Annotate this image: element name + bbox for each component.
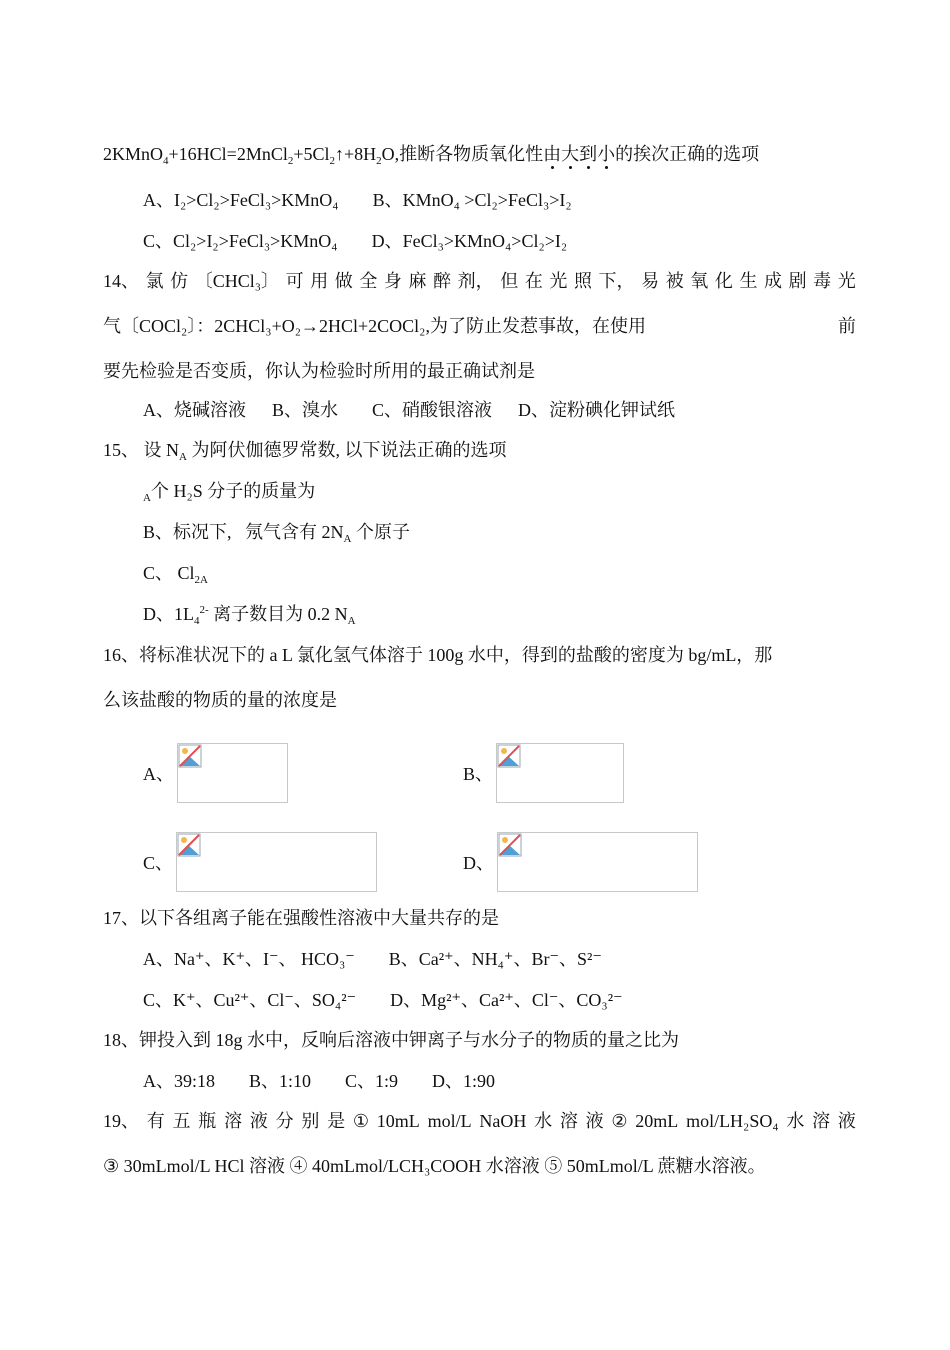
char: 是 (327, 1111, 346, 1131)
q17-option-b: B、Ca²⁺、NH₄⁺、Br⁻、S²⁻ (388, 949, 602, 969)
subscript: A (143, 492, 151, 504)
q17-options-row2 (143, 988, 623, 1012)
eq-sub: 4 (163, 155, 169, 167)
char: 可 (285, 271, 304, 291)
q14-stem-line2 (103, 314, 856, 338)
char: 溶 (559, 1111, 578, 1131)
q14-option-c: C、硝酸银溶液 (372, 400, 493, 420)
q15-stem (103, 438, 506, 462)
char: 仿 (170, 271, 189, 291)
char: 14、 (103, 271, 139, 291)
char: 液 (249, 1111, 268, 1131)
q16-option-d-label: D、 (463, 853, 494, 873)
eq-text: +5Cl (293, 144, 330, 164)
q15-option-b-text: B、标况下, 氖气含有 2N (143, 522, 344, 542)
char: 瓶 (198, 1111, 217, 1131)
q17-option-d: D、Mg²⁺、Ca²⁺、Cl⁻、CO₃²⁻ (390, 990, 623, 1010)
subscript: 4 (194, 615, 200, 627)
char: 易 (641, 271, 660, 291)
q16-stem-line2: 么该盐酸的物质的量的浓度是 (103, 690, 337, 710)
q18-option-d: D、1:90 (432, 1071, 496, 1091)
q14-option-b: B、溴水 (272, 400, 339, 420)
char: 下， (598, 271, 635, 291)
q17-option-a: A、Na⁺、K⁺、I⁻、 HCO₃⁻ (143, 949, 355, 969)
q15-stem-text: 为阿伏伽德罗常数, 以下说法正确的选项 (186, 440, 507, 460)
q15-stem-text: 15、 设 N (103, 440, 179, 460)
q16-option-c-image (176, 832, 377, 892)
subscript: A (347, 615, 356, 627)
q14-stem-line3: 要先检验是否变质，你认为检验时所用的最正确试剂是 (103, 361, 535, 381)
eq-text: 的挨次正确的选项 (615, 144, 760, 164)
char: 水 (786, 1111, 805, 1131)
broken-image-icon (498, 833, 522, 857)
q18-option-b: B、1:10 (249, 1071, 312, 1091)
q16-option-a-label: A、 (143, 764, 174, 784)
char: 分 (275, 1111, 294, 1131)
char: 用 (310, 271, 329, 291)
q17-stem: 17、以下各组离子能在强酸性溶液中大量共存的是 (103, 908, 499, 928)
char: 20mL (635, 1111, 679, 1131)
char: 溶 (224, 1111, 243, 1131)
char: 身 (383, 271, 402, 291)
q13-options-row2 (143, 229, 567, 253)
char: 剂， (457, 271, 494, 291)
char: 五 (172, 1111, 191, 1131)
q15-option-a (143, 479, 315, 503)
q19-stem-line1 (103, 1109, 856, 1133)
char: 19、 (103, 1111, 139, 1131)
char: 〔CHCl₃〕 (194, 271, 280, 291)
q13-option-d: D、FeCl₃>KMnO₄>Cl₂>I₂ (371, 231, 568, 251)
q15-option-b-text: 个原子 (351, 522, 410, 542)
eq-text: O,推断各物质氧化性 (381, 144, 544, 164)
char: mol/L (427, 1111, 472, 1131)
q16-option-b-image (496, 743, 624, 803)
q15-option-d (143, 602, 356, 626)
broken-image-icon (178, 744, 202, 768)
q13-option-b: B、KMnO₄ >Cl₂>FeCl₃>I₂ (372, 190, 572, 210)
q15-option-d-text: 离子数目为 0.2 N (208, 604, 348, 624)
char: NaOH (479, 1111, 527, 1131)
q18-stem: 18、钾投入到 18g 水中，反响后溶液中钾离子与水分子的物质的量之比为 (103, 1030, 679, 1050)
char: 有 (146, 1111, 165, 1131)
char: 但 (500, 271, 519, 291)
subscript: 2A (194, 574, 208, 586)
char: 做 (334, 271, 353, 291)
char: 氯 (145, 271, 164, 291)
char: 光 (549, 271, 568, 291)
char: 氧 (690, 271, 709, 291)
char: 液 (837, 1111, 856, 1131)
eq-sub: 2 (329, 155, 336, 167)
q15-option-c (143, 561, 208, 585)
q14-stem-line1 (103, 269, 856, 293)
q13-options-row1 (143, 188, 572, 212)
eq-text: 2KMnO (103, 144, 164, 164)
q16-option-a-image (177, 743, 288, 803)
q18-option-c: C、1:9 (345, 1071, 399, 1091)
q18-option-a: A、39:18 (143, 1071, 215, 1091)
q16-option-d-image (497, 832, 698, 892)
char: 全 (359, 271, 378, 291)
q18-options (143, 1069, 495, 1093)
superscript: 2- (199, 604, 209, 616)
char: 剧 (788, 271, 807, 291)
q16-option-c-label: C、 (143, 853, 174, 873)
char: 生 (739, 271, 758, 291)
char: 麻 (408, 271, 427, 291)
q14-option-a: A、烧碱溶液 (143, 400, 246, 420)
q13-option-c: C、Cl₂>I₂>FeCl₃>KMnO₄ (143, 231, 338, 251)
q14-stem-text: 气〔COCl₂〕：2CHCl₃+O₂→2HCl+2COCl₂,为了防止发惹事故，在使用 (103, 316, 646, 336)
char: 别 (301, 1111, 320, 1131)
emphasis-char: 由 (543, 144, 562, 164)
q17-options-row1 (143, 947, 602, 971)
char: 在 (524, 271, 543, 291)
q15-option-a-text: 个 H₂S 分子的质量为 (150, 481, 316, 501)
broken-image-icon (497, 744, 521, 768)
broken-image-icon (177, 833, 201, 857)
char: 液 (585, 1111, 604, 1131)
emphasis-char: 到 (579, 144, 598, 164)
char: 10mL (376, 1111, 420, 1131)
char: ② (611, 1111, 628, 1131)
char: 照 (573, 271, 592, 291)
char: 毒 (813, 271, 832, 291)
char: 醉 (433, 271, 452, 291)
char: ① (352, 1111, 370, 1131)
q15-option-c-text: C、 Cl (143, 563, 195, 583)
q14-option-d: D、淀粉碘化钾试纸 (518, 400, 676, 420)
q19-stem-line2: ③ 30mLmol/L HCl 溶液 ④ 40mLmol/LCH₃COOH 水溶液 ⑤ 50mLmol/L 蔗糖水溶液。 (103, 1156, 766, 1176)
eq-sub: 2 (376, 155, 382, 167)
char: 化 (714, 271, 733, 291)
char: 溶 (812, 1111, 831, 1131)
q14-stem-text: 前 (838, 316, 856, 336)
eq-sub: 2 (287, 155, 294, 167)
q13-equation-line (103, 142, 759, 166)
subscript: A (343, 533, 352, 545)
q16-stem-line1: 16、将标准状况下的 a L 氯化氢气体溶于 100g 水中，得到的盐酸的密度为 bg/mL，那 (103, 645, 773, 665)
q16-option-b-label: B、 (463, 764, 494, 784)
q17-option-c: C、K⁺、Cu²⁺、Cl⁻、SO₄²⁻ (143, 990, 357, 1010)
char: 水 (534, 1111, 553, 1131)
char: 成 (764, 271, 783, 291)
char: 被 (665, 271, 684, 291)
eq-text: ↑+8H (335, 144, 377, 164)
subscript: A (179, 451, 187, 463)
q13-option-a: A、I₂>Cl₂>FeCl₃>KMnO₄ (143, 190, 339, 210)
char: mol/LH₂SO₄ (686, 1111, 779, 1131)
emphasis-char: 小 (597, 144, 616, 164)
eq-text: +16HCl=2MnCl (168, 144, 288, 164)
emphasis-char: 大 (561, 144, 580, 164)
q15-option-b (143, 520, 410, 544)
char: 光 (837, 271, 856, 291)
q14-options (143, 398, 675, 422)
q15-option-d-text: D、1L (143, 604, 194, 624)
